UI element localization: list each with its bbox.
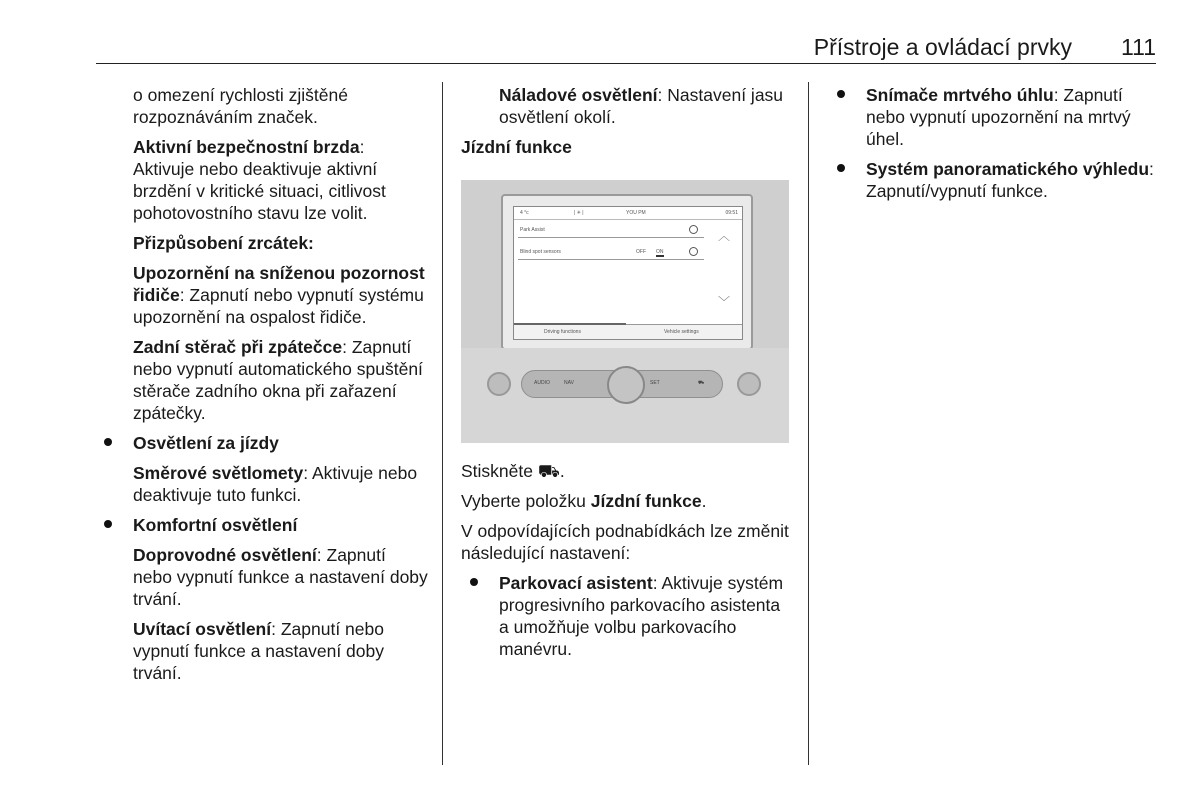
status-separator: | ✳ | [574, 210, 584, 216]
paragraph: Vyberte položku Jízdní funkce. [461, 491, 707, 511]
info-icon[interactable] [689, 225, 698, 234]
scroll-up-icon[interactable]: ︿ [717, 229, 730, 243]
paragraph: Upozornění na sníženou pozornost řidiče: Zapnutí nebo vypnutí systému upozornění na ospalost řidiče. [133, 263, 425, 327]
bullet-icon [837, 164, 845, 172]
menu-row-blind-spot[interactable]: Blind spot sensors OFF ON [518, 245, 704, 260]
nav-button[interactable]: NAV [564, 380, 574, 386]
page-number: 111 [1121, 34, 1156, 60]
paragraph: Uvítací osvětlení: Zapnutí nebo vypnutí funkce a nastavení doby trvání. [133, 619, 384, 683]
display-frame [501, 194, 753, 350]
car-settings-icon: ⛟ [537, 461, 560, 481]
status-bar [514, 207, 742, 220]
bullet-icon [837, 90, 845, 98]
toggle-on[interactable]: ON [656, 249, 664, 255]
running-header-title: Přístroje a ovládací prvky [813, 34, 1072, 60]
column-1 [133, 84, 428, 692]
active-tab-indicator [514, 323, 626, 325]
lock-button[interactable] [737, 372, 761, 396]
bullet-icon [470, 578, 478, 586]
column-3 [866, 84, 1158, 210]
paragraph: o omezení rychlosti zjištěné rozpoznáváním značek. [133, 85, 348, 127]
section-heading: Jízdní funkce [461, 137, 572, 157]
bullet-icon [104, 438, 112, 446]
status-temperature: 4 °c [520, 210, 529, 216]
bullet-item: Komfortní osvětlení [133, 514, 428, 536]
bullet-icon [104, 520, 112, 528]
hazard-button[interactable] [487, 372, 511, 396]
bullet-item: Parkovací asistent: Aktivuje systém progresivního parkovacího asistenta a umožňuje volbu parkovacího manévru. [499, 572, 791, 660]
paragraph: V odpovídajících podnabídkách lze změnit následující nastavení: [461, 521, 789, 563]
tab-driving-functions[interactable]: Driving functions [544, 329, 581, 335]
paragraph: Zadní stěrač při zpátečce: Zapnutí nebo vypnutí automatického spuštění stěrače zadního okna při zařazení zpátečky. [133, 337, 423, 423]
scroll-down-icon[interactable]: ﹀ [717, 295, 730, 309]
paragraph: Směrové světlomety: Aktivuje nebo deaktivuje tuto funkci. [133, 463, 418, 505]
set-button[interactable]: SET [650, 380, 660, 386]
paragraph: Přizpůsobení zrcátek: [133, 233, 314, 253]
audio-button[interactable]: AUDIO [534, 380, 550, 386]
menu-row-park-assist[interactable]: Park Assist [518, 223, 704, 238]
column-divider-2 [808, 82, 809, 765]
volume-knob[interactable] [607, 366, 645, 404]
dashboard-panel [461, 348, 789, 443]
status-text: YOU PM [626, 210, 646, 216]
column-divider-1 [442, 82, 443, 765]
header-rule [96, 63, 1156, 64]
infotainment-illustration [461, 180, 789, 443]
paragraph: Doprovodné osvětlení: Zapnutí nebo vypnutí funkce a nastavení doby trvání. [133, 545, 428, 609]
car-settings-icon[interactable]: ⛟ [698, 380, 705, 386]
paragraph: Aktivní bezpečnostní brzda: Aktivuje nebo deaktivuje aktivní brzdění v kritické situaci, citlivost pohotovostního stavu lze volit. [133, 137, 386, 223]
paragraph: Stiskněte ⛟. [461, 461, 565, 481]
bullet-item: Systém panoramatického výhledu: Zapnutí/vypnutí funkce. [866, 158, 1158, 202]
info-icon[interactable] [689, 247, 698, 256]
bullet-item: Osvětlení za jízdy [133, 432, 428, 454]
tab-vehicle-settings[interactable]: Vehicle settings [664, 329, 699, 335]
bullet-item: Snímače mrtvého úhlu: Zapnutí nebo vypnutí upozornění na mrtvý úhel. [866, 84, 1158, 150]
status-time: 09:51 [725, 210, 738, 216]
column-2-lower [461, 460, 791, 668]
toggle-off[interactable]: OFF [636, 249, 646, 255]
display-screen [513, 206, 743, 340]
tab-bar [514, 324, 742, 339]
column-2 [461, 84, 791, 166]
paragraph: Náladové osvětlení: Nastavení jasu osvětlení okolí. [499, 85, 784, 127]
